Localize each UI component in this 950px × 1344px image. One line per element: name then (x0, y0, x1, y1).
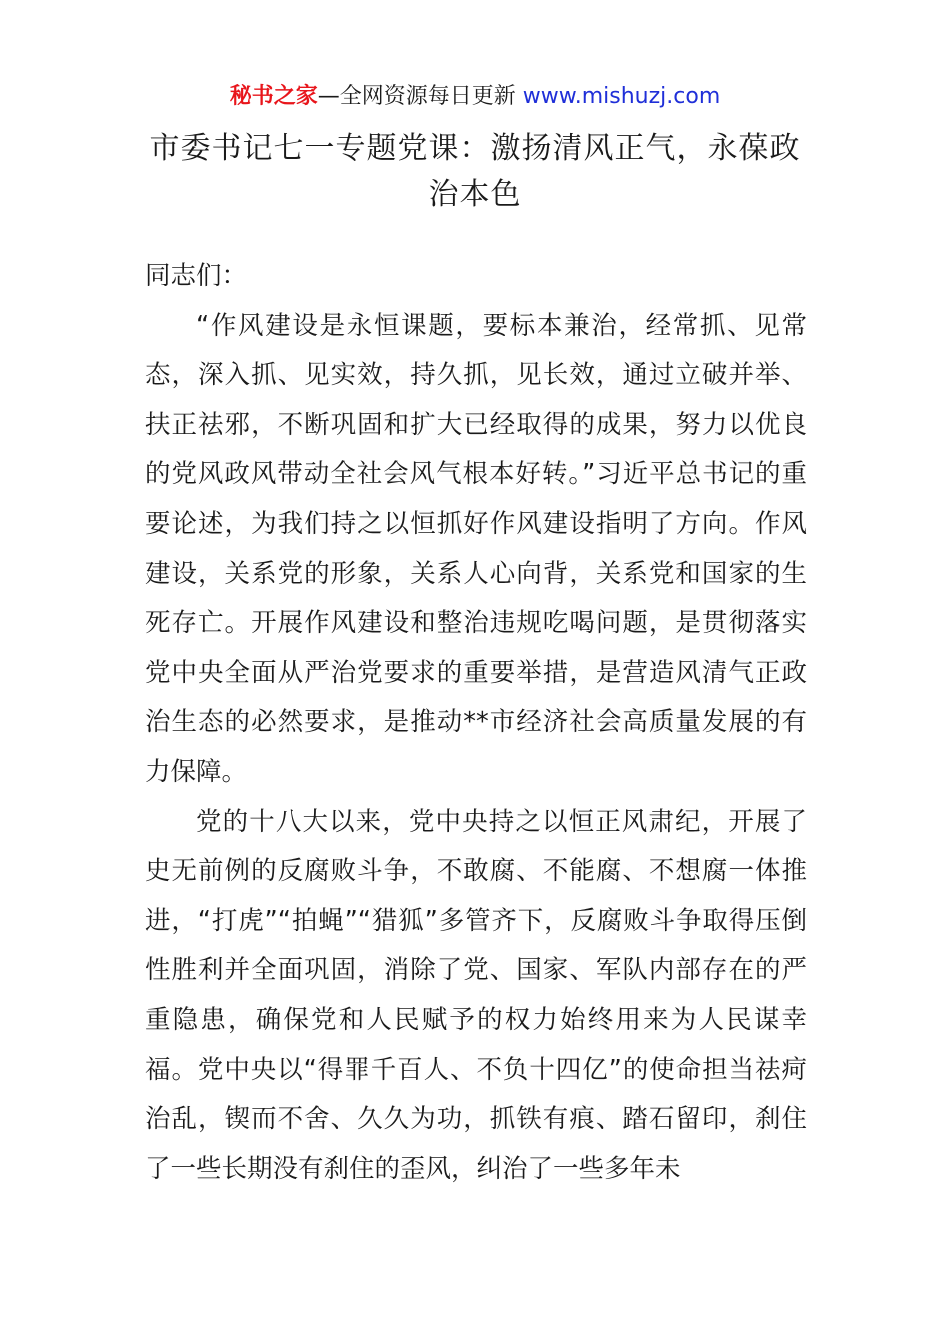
site-header (0, 82, 950, 112)
paragraph-1: “作风建设是永恒课题，要标本兼治，经常抓、见常态，深入抓、见实效，持久抓，见长效，通过立破并举、扶正祛邪，不断巩固和扩大已经取得的成果，努力以优良的党风政风带动全社会风气根本好转。”习近平总书记的重要论述，为我们持之以恒抓好作风建设指明了方向。作风建设，关系党的形象，关系人心向背，关系党和国家的生死存亡。开展作风建设和整治违规吃喝问题，是贯彻落实党中央全面从严治党要求的重要举措，是营造风清气正政治生态的必然要求，是推动**市经济社会高质量发展的有力保障。 (145, 310, 807, 787)
site-tagline: —全网资源每日更新 (317, 84, 523, 109)
paragraph-2: 党的十八大以来，党中央持之以恒正风肃纪，开展了史无前例的反腐败斗争，不敢腐、不能腐、不想腐一体推进，“打虎”“拍蝇”“猎狐”多管齐下，反腐败斗争取得压倒性胜利并全面巩固，消除了党、国家、军队内部存在的严重隐患，确保党和人民赋予的权力始终用来为人民谋幸福。党中央以“得罪千百人、不负十四亿”的使命担当祛疴治乱，锲而不舍、久久为功，抓铁有痕、踏石留印，刹住了一些长期没有刹住的歪风，纠治了一些多年未 (145, 806, 807, 1184)
document-body (145, 252, 807, 1194)
document-title: 市委书记七一专题党课：激扬清风正气，永葆政治本色 (149, 131, 801, 212)
site-brand: 秘书之家 (229, 84, 318, 109)
salutation: 同志们： (145, 261, 248, 291)
site-url-link[interactable]: www.mishuzj.com (522, 84, 721, 109)
